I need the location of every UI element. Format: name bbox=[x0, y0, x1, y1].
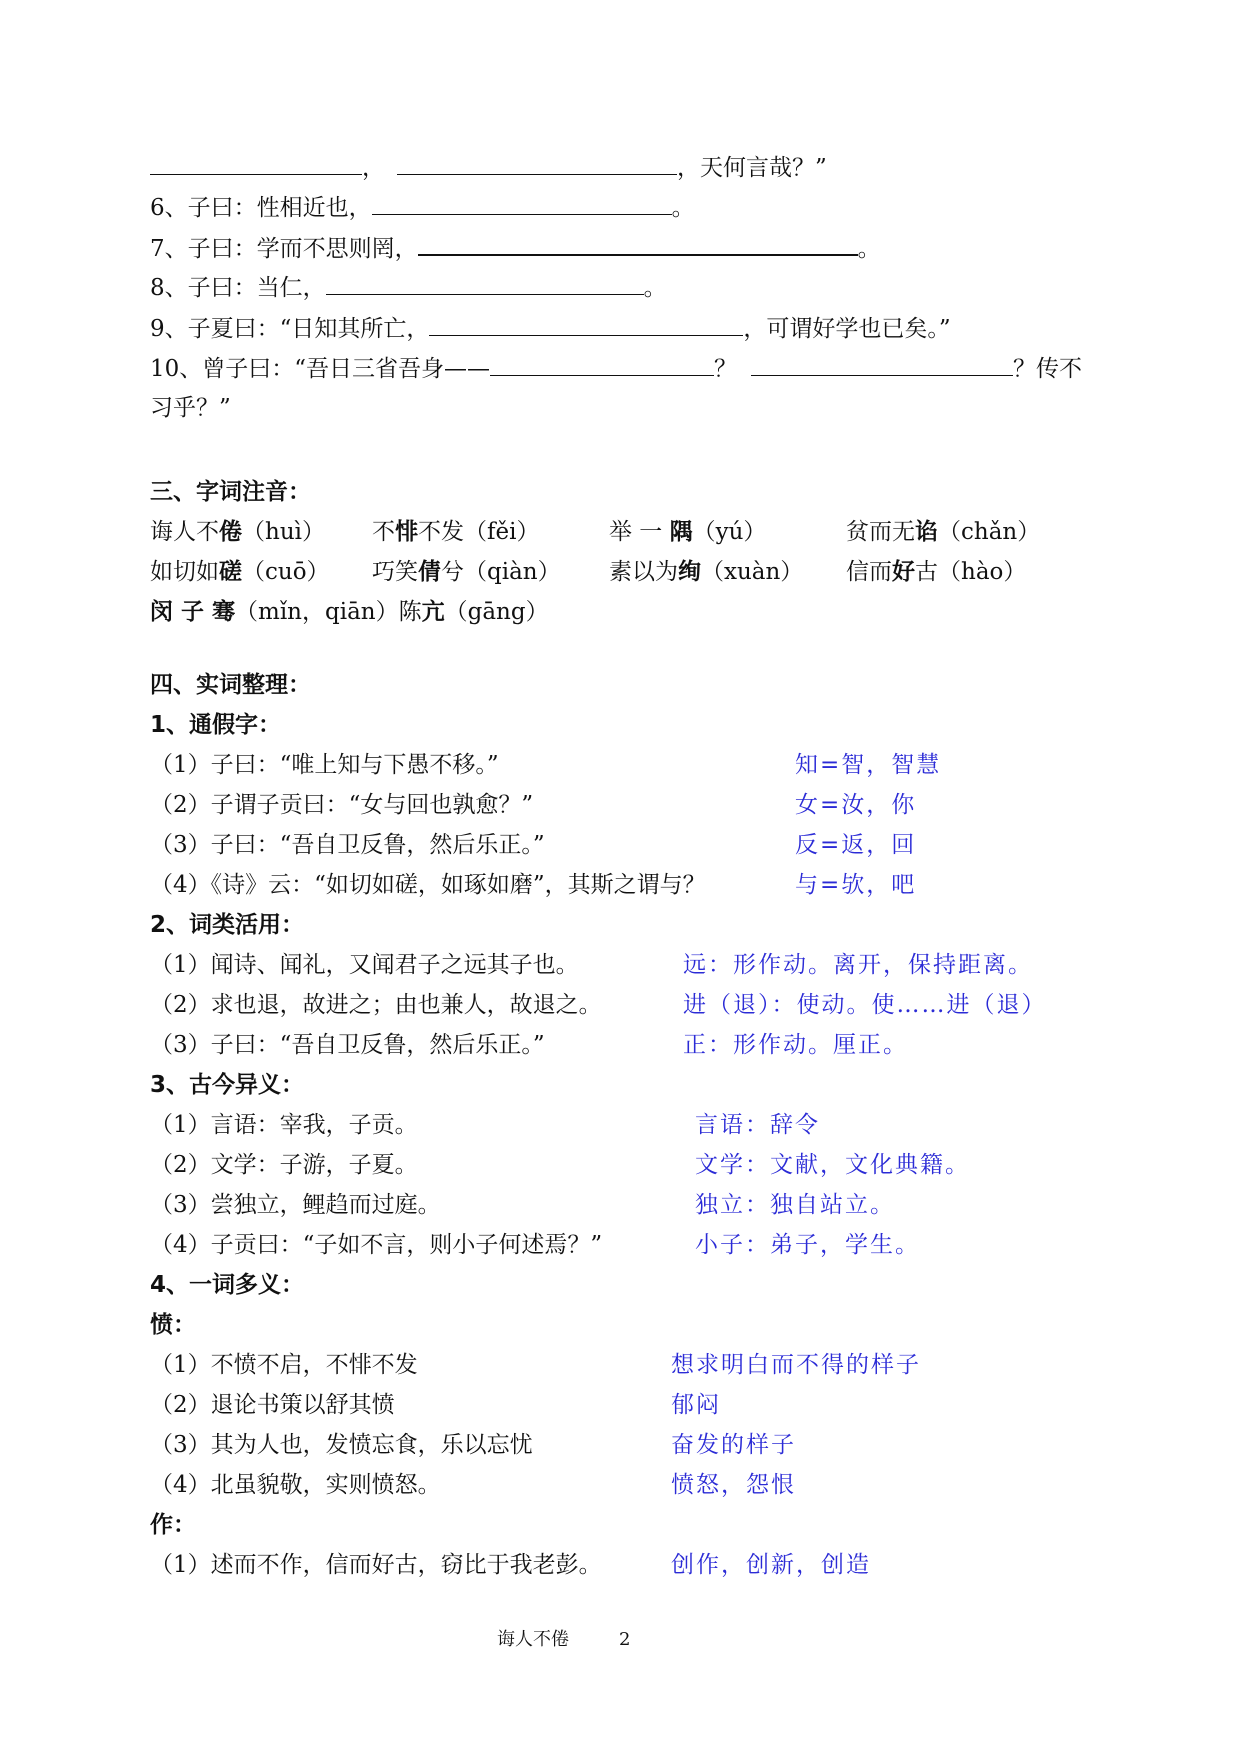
fill-line-5-end: ， ，天何言哉？” bbox=[150, 152, 827, 183]
subsection-gujin-title: 3、古今异义： bbox=[150, 1072, 305, 1098]
question-text: （4）子贡曰：“子如不言，则小子何述焉？” bbox=[150, 1232, 603, 1258]
question-text: （3）子曰：“吾自卫反鲁，然后乐正。” bbox=[150, 1032, 545, 1058]
fill-line-7: 7、子曰：学而不思则罔， 。 bbox=[150, 232, 881, 264]
answer-text: 女=汝，你 bbox=[795, 792, 917, 818]
answer-text: 文学：文献，文化典籍。 bbox=[695, 1152, 970, 1178]
answer-text: 独立：独自站立。 bbox=[695, 1192, 895, 1218]
pinyin-item: 素以为绚（xuàn） bbox=[609, 558, 804, 585]
section-4-title: 四、实词整理： bbox=[150, 672, 311, 698]
fill-line-10: 10、曾子曰：“吾日三省吾身—— ？ ？传不 bbox=[150, 353, 1082, 384]
answer-text: 言语：辞令 bbox=[695, 1112, 820, 1138]
fill-line-6: 6、子曰：性相近也， 。 bbox=[150, 192, 695, 223]
section-3-title: 三、字词注音： bbox=[150, 479, 311, 505]
pinyin-item: 巧笑倩兮（qiàn） bbox=[372, 558, 561, 585]
answer-blank[interactable] bbox=[490, 353, 714, 376]
answer-text: 正：形作动。厘正。 bbox=[683, 1032, 908, 1058]
answer-text: 远：形作动。离开，保持距离。 bbox=[683, 952, 1033, 978]
answer-blank[interactable] bbox=[326, 272, 644, 295]
question-text: （3）其为人也，发愤忘食，乐以忘忧 bbox=[150, 1432, 533, 1458]
answer-text: 想求明白而不得的样子 bbox=[671, 1352, 921, 1378]
question-text: （3）子曰：“吾自卫反鲁，然后乐正。” bbox=[150, 832, 545, 858]
answer-text: 知=智，智慧 bbox=[795, 752, 942, 778]
question-text: （2）求也退，故进之；由也兼人，故退之。 bbox=[150, 992, 602, 1018]
question-text: （4）《诗》云：“如切如磋，如琢如磨”，其斯之谓与？ bbox=[150, 872, 706, 898]
answer-text: 进（退）：使动。使……进（退） bbox=[683, 992, 1047, 1018]
answer-text: 小子：弟子，学生。 bbox=[695, 1232, 920, 1258]
pinyin-item: 举 一 隅（yú） bbox=[609, 518, 767, 545]
answer-text: 愤怒，怨恨 bbox=[671, 1472, 796, 1498]
page-footer bbox=[497, 1628, 630, 1652]
word-heading-zuo: 作： bbox=[150, 1512, 196, 1538]
question-text: （3）尝独立，鲤趋而过庭。 bbox=[150, 1192, 441, 1218]
question-text: （1）闻诗、闻礼，又闻君子之远其子也。 bbox=[150, 952, 579, 978]
pinyin-item: 闵 子 骞（mǐn，qiān）陈亢（gāng） bbox=[150, 598, 549, 625]
word-heading-fen: 愤： bbox=[150, 1312, 196, 1338]
question-text: （4）北虽貌敬，实则愤怒。 bbox=[150, 1472, 441, 1498]
fill-line-10-cont: 习乎？” bbox=[150, 395, 231, 421]
pinyin-item: 诲人不倦（huì） bbox=[150, 518, 325, 545]
pinyin-item: 贫而无谄（chǎn） bbox=[846, 518, 1041, 545]
answer-text: 创作，创新，创造 bbox=[671, 1552, 871, 1578]
question-text: （2）子谓子贡曰：“女与回也孰愈？” bbox=[150, 792, 534, 818]
answer-text: 与=欤，吧 bbox=[795, 872, 917, 898]
answer-blank[interactable] bbox=[751, 353, 1013, 376]
subsection-tongjia-title: 1、通假字： bbox=[150, 712, 282, 738]
answer-blank[interactable] bbox=[372, 192, 672, 215]
question-text: （1）不愤不启，不悱不发 bbox=[150, 1352, 418, 1378]
question-text: （2）文学：子游，子夏。 bbox=[150, 1152, 418, 1178]
pinyin-item: 不悱不发（fěi） bbox=[372, 518, 540, 545]
fill-line-8: 8、子曰：当仁， 。 bbox=[150, 272, 667, 303]
answer-text: 郁闷 bbox=[671, 1392, 721, 1418]
answer-blank[interactable] bbox=[397, 152, 677, 175]
answer-blank[interactable] bbox=[150, 152, 362, 175]
fill-line-9: 9、子夏曰：“日知其所亡， ，可谓好学也已矣。” bbox=[150, 313, 951, 344]
question-text: （2）退论书策以舒其愤 bbox=[150, 1392, 395, 1418]
pinyin-item: 信而好古（hào） bbox=[846, 558, 1027, 585]
answer-text: 奋发的样子 bbox=[671, 1432, 796, 1458]
subsection-cilei-title: 2、词类活用： bbox=[150, 912, 305, 938]
subsection-duoyi-title: 4、一词多义： bbox=[150, 1272, 305, 1298]
answer-blank[interactable] bbox=[429, 313, 743, 336]
footer-title: 诲人不倦 bbox=[497, 1629, 569, 1650]
answer-text: 反=返，回 bbox=[795, 832, 917, 858]
answer-blank[interactable] bbox=[418, 232, 858, 256]
question-text: （1）述而不作，信而好古，窃比于我老彭。 bbox=[150, 1552, 602, 1578]
question-text: （1）言语：宰我，子贡。 bbox=[150, 1112, 418, 1138]
pinyin-item: 如切如磋（cuō） bbox=[150, 558, 330, 585]
question-text: （1）子曰：“唯上知与下愚不移。” bbox=[150, 752, 499, 778]
page-number: 2 bbox=[619, 1629, 631, 1650]
